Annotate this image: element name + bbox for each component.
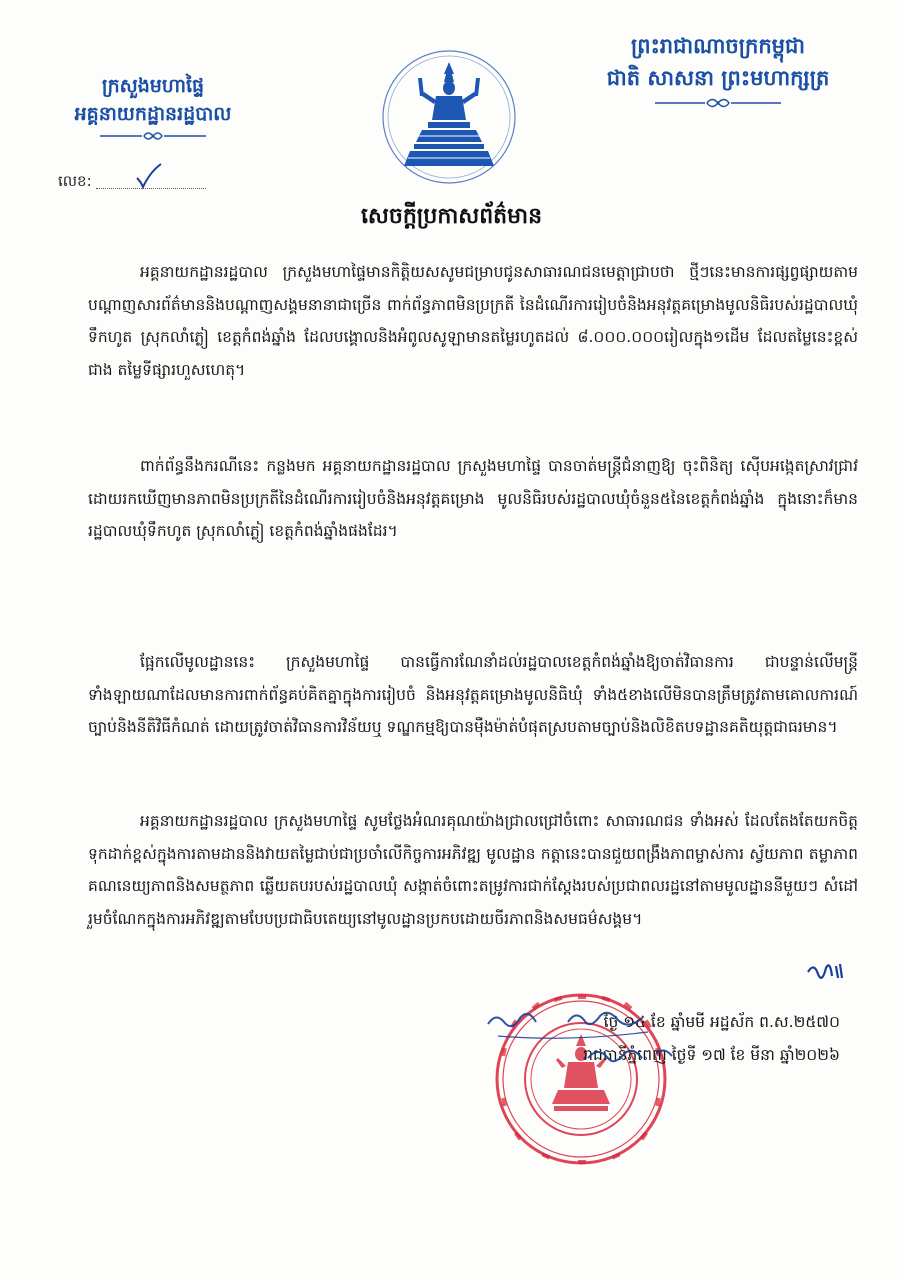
checkmark-icon bbox=[134, 162, 164, 190]
ministry-emblem-icon bbox=[378, 48, 520, 186]
document-title: សេចក្តីប្រកាសព័ត៌មាន bbox=[360, 204, 543, 229]
solar-date-place: រាជធានីភ្នំពេញ ថ្ងៃទី ១៧ ខែ មីនា ឆ្នាំ២០២៦ bbox=[583, 1046, 840, 1064]
initial-mark-icon bbox=[806, 958, 846, 986]
kingdom-name: ព្រះរាជាណាចក្រកម្ពុជា bbox=[630, 34, 805, 58]
header-ornament-icon bbox=[98, 130, 208, 142]
motto-ornament-icon bbox=[653, 96, 783, 110]
body-paragraph-4: អគ្គនាយកដ្ឋានរដ្ឋបាល ក្រសួងមហាផ្ទៃ សូមថ្លែងអំណរគុណយ៉ាងជ្រាលជ្រៅចំពោះ សាធារណជន ទាំងអស់ ដែលតែងតែយកចិត្តទុកដាក់ខ្ពស់ក្នុងការតាមដាននិងវាយតម្លៃជាប់ជាប្រចាំលើកិច្ចការអភិវឌ្ឍ មូលដ្ឋាន កត្តានេះបានជួយពង្រឹងភាពម្ចាស់ការ ស្វ័យភាព តម្លាភាព គណនេយ្យភាពនិងសមត្ថភាព ឆ្លើយតបរបស់រដ្ឋបាលឃុំ សង្កាត់ចំពោះតម្រូវការជាក់ស្តែងរបស់ប្រជាពលរដ្ឋនៅតាមមូលដ្ឋាននីមួយៗ សំដៅរួមចំណែកក្នុងការអភិវឌ្ឍតាមបែបប្រជាធិបតេយ្យនៅមូលដ្ឋានប្រកបដោយចីរភាពនិងសមធម៌សង្គម។ bbox=[88, 812, 858, 928]
reference-label: លេខ: bbox=[58, 172, 92, 190]
reference-number bbox=[58, 172, 206, 194]
body-paragraph-1: អគ្គនាយកដ្ឋានរដ្ឋបាល ក្រសួងមហាផ្ទៃមានកិត្តិយសសូមជម្រាបជូនសាធារណជនមេត្តាជ្រាបថា ថ្មីៗនេះមានការផ្សព្វផ្សាយតាមបណ្តាញសារព័ត៌មាននិងបណ្តាញសង្គមនានាជាច្រើន ពាក់ព័ន្ធភាពមិនប្រក្រតី នៃដំណើរការរៀបចំនិងអនុវត្តគម្រោងមូលនិធិរបស់រដ្ឋបាលឃុំទឹកហូត ស្រុកលាំភ្លៀ ខេត្តកំពង់ឆ្នាំង ដែលបង្គោលនិងអំពូលសូឡាមានតម្លៃរហូតដល់ ៨.០០០.០០០រៀលក្នុង១ដើម ដែលតម្លៃនេះខ្ពស់ជាង តម្លៃទីផ្សារហួសហេតុ។ bbox=[88, 263, 858, 379]
ministry-header bbox=[68, 72, 238, 142]
handwritten-signature-icon bbox=[428, 1002, 688, 1098]
body-paragraph-3: ផ្អែកលើមូលដ្ឋាននេះ ក្រសួងមហាផ្ទៃ បានធ្វើការណែនាំដល់រដ្ឋបាលខេត្តកំពង់ឆ្នាំងឱ្យចាត់វិធានការ ជាបន្ទាន់លើមន្ត្រីទាំងឡាយណាដែលមានការពាក់ព័ន្ធគប់គិតគ្នាក្នុងការរៀបចំ និងអនុវត្តគម្រោងមូលនិធិឃុំ ទាំង៥ខាងលើមិនបានត្រឹមត្រូវតាមគោលការណ៍ច្បាប់និងនីតិវិធីកំណត់ ដោយត្រូវចាត់វិធានការវិន័យឬ ទណ្ឌកម្មឱ្យបានម៉ឺងម៉ាត់បំផុតស្របតាមច្បាប់និងលិខិតបទដ្ឋានគតិយុត្តជាធរមាន។ bbox=[88, 653, 858, 736]
lunar-date: ថ្ងៃ ១៤ ខែ ឆ្នាំមមី អដ្ឋស័ក ព.ស.២៥៧០ bbox=[603, 1013, 840, 1031]
body-paragraph-2: ពាក់ព័ន្ធនឹងករណីនេះ កន្លងមក អគ្គនាយកដ្ឋានរដ្ឋបាល ក្រសួងមហាផ្ទៃ បានចាត់មន្ត្រីជំនាញឱ្យ ចុះពិនិត្យ ស៊ើបអង្កេតស្រាវជ្រាវ ដោយរកឃើញមានភាពមិនប្រក្រតីនៃដំណើរការរៀបចំនិងអនុវត្តគម្រោង មូលនិធិរបស់រដ្ឋបាលឃុំចំនួន៥នៃខេត្តកំពង់ឆ្នាំង ក្នុងនោះក៏មានរដ្ឋបាលឃុំទឹកហូត ស្រុកលាំភ្លៀ ខេត្តកំពង់ឆ្នាំងផងដែរ។ bbox=[88, 457, 858, 540]
national-motto: ជាតិ សាសនា ព្រះមហាក្សត្រ bbox=[606, 66, 830, 90]
department-name: អគ្គនាយកដ្ឋានរដ្ឋបាល bbox=[74, 103, 232, 125]
ministry-name: ក្រសួងមហាផ្ទៃ bbox=[101, 75, 205, 97]
kingdom-header bbox=[598, 30, 838, 110]
